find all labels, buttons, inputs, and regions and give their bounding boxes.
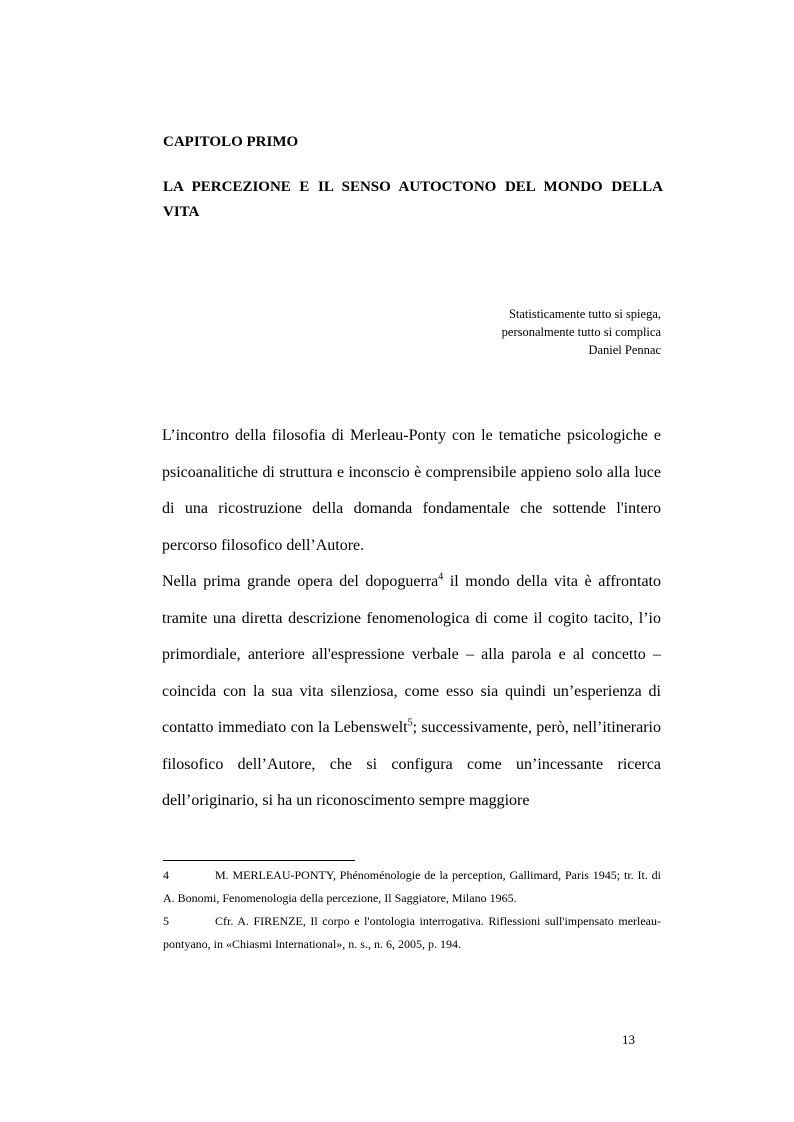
footnote-number: 4 [163, 868, 169, 882]
epigraph-author: Daniel Pennac [588, 343, 661, 357]
paragraph-2-part-a: Nella prima grande opera del dopoguerra [162, 573, 439, 590]
paragraph-2-part-b: il mondo della vita è affrontato tramite una diretta descrizione fenomenologica di come il cogito tacito, l’io primordiale, anteriore all'espressione verbale – alla parola e al concetto – coincida con la sua vita silenziosa, come esso sia quindi un’esperienza di contatto immediato con la Lebenswelt [162, 573, 662, 736]
body-text [162, 418, 661, 820]
chapter-heading: CAPITOLO PRIMO [163, 134, 299, 150]
footnote-separator [163, 860, 355, 861]
footnote-text: Cfr. A. FIRENZE, Il corpo e l'ontologia interrogativa. Riflessioni sull'impensato merleau-pontyano, in «Chiasmi International», n. s., n. 6, 2005, p. 194. [163, 914, 661, 951]
footnote-4 [163, 864, 661, 910]
footnote-ref-5: 5 [407, 717, 413, 729]
paragraph-2-part-c: ; successivamente, però, nell’itinerario filosofico dell’Autore, che si configura come un’incessante ricerca dell’originario, si ha un riconoscimento sempre maggiore [162, 719, 661, 809]
paragraph-2 [162, 564, 661, 820]
paragraph-1: L’incontro della filosofia di Merleau-Ponty con le tematiche psicologiche e psicoanalitiche di struttura e inconscio è comprensibile appieno solo alla luce di una ricostruzione della domanda fondamentale che sottende l'intero percorso filosofico dell’Autore. [162, 427, 661, 554]
epigraph [502, 305, 661, 359]
epigraph-line-1: Statisticamente tutto si spiega, [508, 307, 661, 321]
epigraph-line-2: personalmente tutto si complica [501, 325, 661, 339]
footnote-ref-4: 4 [438, 571, 444, 583]
footnote-text: M. MERLEAU-PONTY, Phénoménologie de la perception, Gallimard, Paris 1945; tr. It. di A. Bonomi, Fenomenologia della percezione, Il Saggiatore, Milano 1965. [163, 868, 661, 905]
chapter-title: LA PERCEZIONE E IL SENSO AUTOCTONO DEL MONDO DELLA VITA [163, 179, 663, 220]
page-number: 13 [622, 1032, 635, 1047]
footnotes [163, 864, 661, 956]
footnote-5 [163, 910, 661, 956]
footnote-number: 5 [163, 914, 169, 928]
